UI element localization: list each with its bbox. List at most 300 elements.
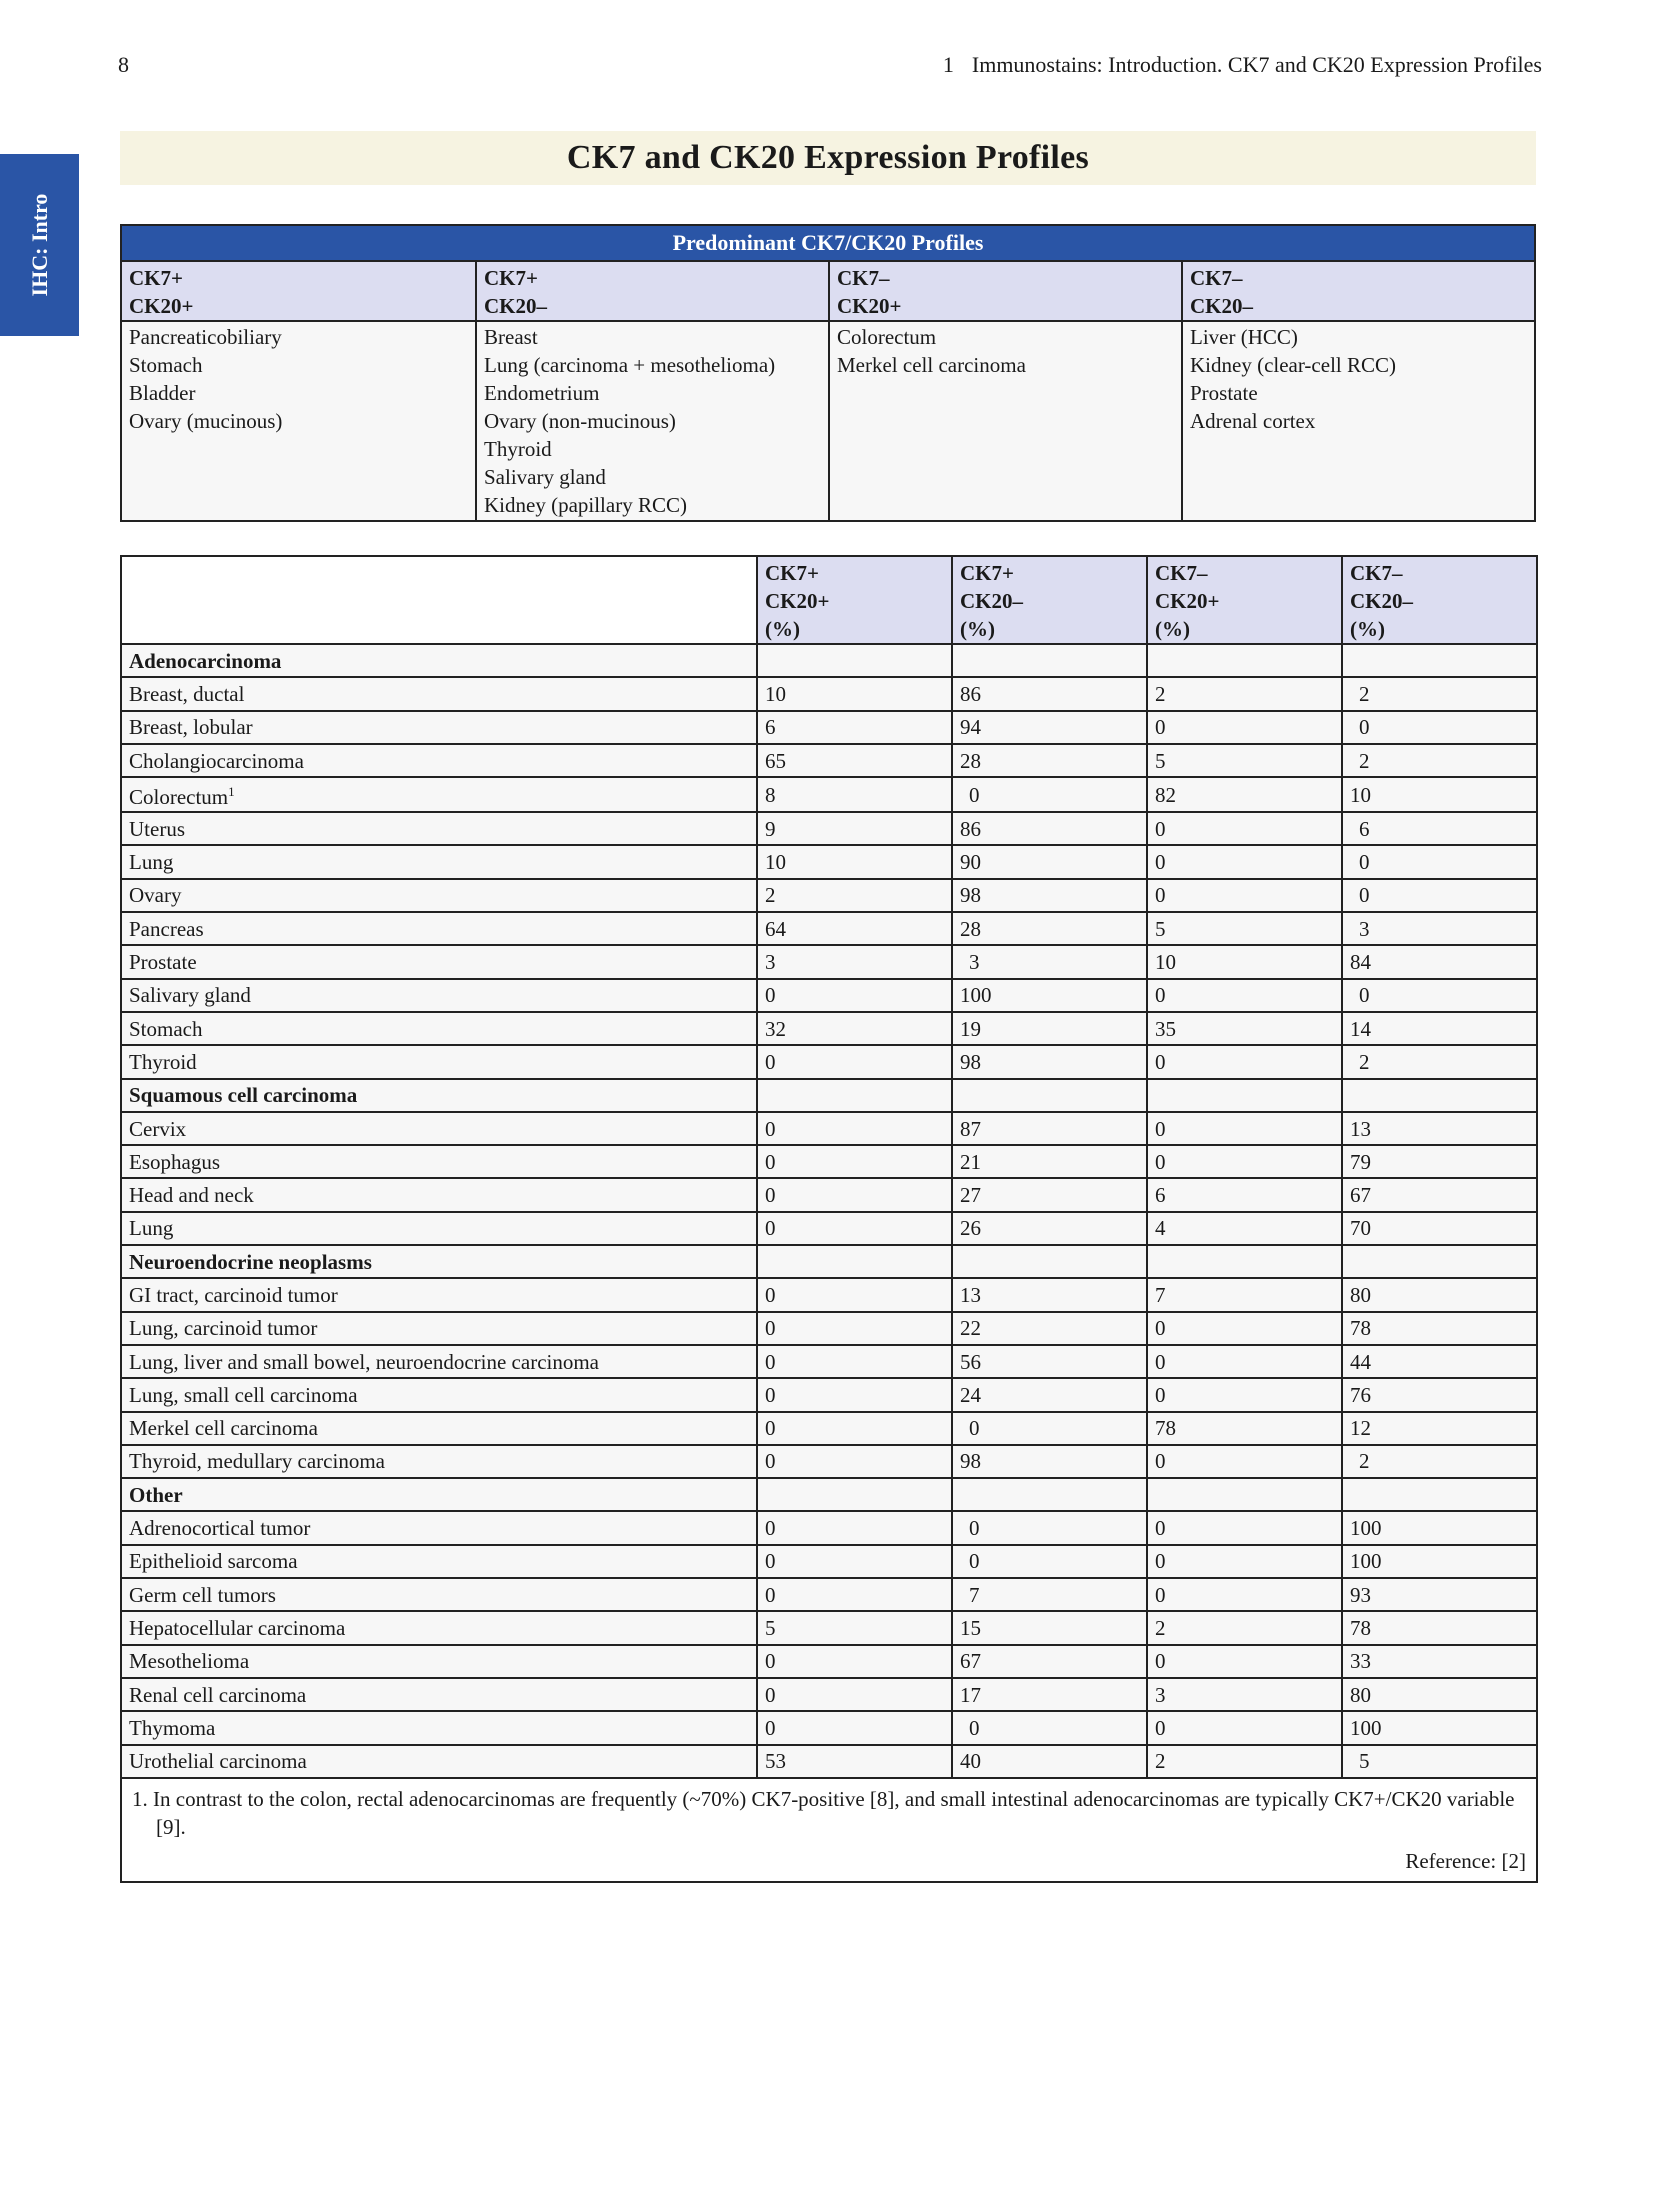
- running-head: [943, 52, 1542, 78]
- row-label-text: Salivary gland: [129, 983, 251, 1008]
- column-header: [952, 556, 1147, 644]
- row-label-text: Mesothelioma: [129, 1649, 250, 1674]
- row-label: [121, 1378, 757, 1411]
- value-cell: 26: [952, 1212, 1147, 1245]
- table-row: [121, 912, 1537, 945]
- value-cell: 90: [952, 845, 1147, 878]
- row-label: [121, 1711, 757, 1744]
- empty-cell: [1342, 1079, 1537, 1112]
- value-cell: 2: [1342, 744, 1537, 777]
- empty-cell: [757, 1478, 952, 1511]
- row-label-text: Thyroid, medullary carcinoma: [129, 1449, 385, 1474]
- value-cell: 84: [1342, 945, 1537, 978]
- value-cell: 0: [1147, 1378, 1342, 1411]
- row-label: [121, 1045, 757, 1078]
- value-cell: 78: [1147, 1412, 1342, 1445]
- table-row: [121, 1012, 1537, 1045]
- row-label-text: Uterus: [129, 816, 185, 841]
- profile-header-line: CK20–: [484, 294, 547, 318]
- table-row: [121, 1645, 1537, 1678]
- empty-cell: [952, 1478, 1147, 1511]
- profile-list-cell: [1181, 322, 1534, 520]
- profile-list-item: Ovary (non-mucinous): [484, 409, 676, 433]
- row-label: [121, 1345, 757, 1378]
- row-label: [121, 1412, 757, 1445]
- group-label: Squamous cell carcinoma: [121, 1079, 757, 1112]
- value-cell: 19: [952, 1012, 1147, 1045]
- value-cell: 0: [952, 1511, 1147, 1544]
- value-cell: 4: [1147, 1212, 1342, 1245]
- row-label-text: Hepatocellular carcinoma: [129, 1615, 346, 1640]
- value-cell: 80: [1342, 1278, 1537, 1311]
- value-cell: 2: [1342, 677, 1537, 710]
- profile-header-line: CK7+: [129, 266, 183, 290]
- value-cell: 0: [1147, 711, 1342, 744]
- empty-cell: [952, 1245, 1147, 1278]
- value-cell: 100: [1342, 1511, 1537, 1544]
- reference: Reference: [2]: [1405, 1848, 1526, 1873]
- group-row: [121, 1245, 1537, 1278]
- value-cell: 53: [757, 1745, 952, 1778]
- empty-cell: [1342, 644, 1537, 677]
- value-cell: 0: [757, 1412, 952, 1445]
- footnote: 1. In contrast to the colon, rectal adenocarcinomas are frequently (~70%) CK7-positive [8], and small intestinal adenocarcinomas are typically CK7+/CK20 variable [9].: [132, 1786, 1515, 1839]
- profile-list-item: Kidney (clear-cell RCC): [1190, 353, 1397, 377]
- row-label-text: Prostate: [129, 950, 197, 975]
- table-row: [121, 845, 1537, 878]
- row-label: [121, 1578, 757, 1611]
- value-cell: 2: [757, 879, 952, 912]
- profile-list-item: Ovary (mucinous): [129, 409, 283, 433]
- value-cell: 64: [757, 912, 952, 945]
- column-header: [1147, 556, 1342, 644]
- value-cell: 0: [1147, 1445, 1342, 1478]
- value-cell: 0: [1147, 1145, 1342, 1178]
- value-cell: 13: [952, 1278, 1147, 1311]
- value-cell: 0: [757, 1545, 952, 1578]
- row-label: [121, 1745, 757, 1778]
- group-label: Other: [121, 1478, 757, 1511]
- predominant-profiles-table: [120, 224, 1536, 522]
- table-row: [121, 677, 1537, 710]
- row-label: [121, 845, 757, 878]
- profile-list-item: Pancreaticobiliary: [129, 325, 282, 349]
- row-label-text: Pancreas: [129, 916, 204, 941]
- value-cell: 3: [757, 945, 952, 978]
- value-cell: 80: [1342, 1678, 1537, 1711]
- value-cell: 10: [757, 845, 952, 878]
- table-row: [121, 1511, 1537, 1544]
- table-row: [121, 1445, 1537, 1478]
- value-cell: 76: [1342, 1378, 1537, 1411]
- value-cell: 0: [757, 1278, 952, 1311]
- profile-list-item: Salivary gland: [484, 465, 606, 489]
- row-label-text: Breast, lobular: [129, 715, 253, 740]
- value-cell: 87: [952, 1112, 1147, 1145]
- chapter-number: 1: [942, 52, 954, 77]
- value-cell: 28: [952, 912, 1147, 945]
- column-header: [1342, 556, 1537, 644]
- value-cell: 86: [952, 677, 1147, 710]
- value-cell: 94: [952, 711, 1147, 744]
- value-cell: 6: [1147, 1178, 1342, 1211]
- value-cell: 0: [1147, 1578, 1342, 1611]
- table-row: [121, 1045, 1537, 1078]
- profile-list-item: Merkel cell carcinoma: [837, 353, 1026, 377]
- value-cell: 3: [1147, 1678, 1342, 1711]
- value-cell: 40: [952, 1745, 1147, 1778]
- row-label: [121, 1212, 757, 1245]
- row-label: [121, 744, 757, 777]
- value-cell: 0: [757, 1178, 952, 1211]
- value-cell: 2: [1147, 1611, 1342, 1644]
- empty-cell: [1147, 1079, 1342, 1112]
- value-cell: 0: [757, 1045, 952, 1078]
- row-label: [121, 1112, 757, 1145]
- column-header-line: (%): [765, 617, 800, 641]
- profile-header-line: CK7–: [837, 266, 890, 290]
- row-label-text: Thymoma: [129, 1715, 216, 1740]
- value-cell: 100: [952, 979, 1147, 1012]
- expression-percent-table: [120, 555, 1538, 1883]
- value-cell: 17: [952, 1678, 1147, 1711]
- profile-list-item: Adrenal cortex: [1190, 409, 1316, 433]
- table-row: [121, 1412, 1537, 1445]
- profile-list-item: Endometrium: [484, 381, 600, 405]
- value-cell: 78: [1342, 1312, 1537, 1345]
- value-cell: 15: [952, 1611, 1147, 1644]
- profiles-header-row: [122, 262, 1534, 322]
- profile-list-item: Thyroid: [484, 437, 552, 461]
- table-row: [121, 1545, 1537, 1578]
- value-cell: 5: [1147, 912, 1342, 945]
- value-cell: 3: [1342, 912, 1537, 945]
- group-row: [121, 644, 1537, 677]
- column-header-line: CK20–: [960, 589, 1023, 613]
- profile-list-item: Breast: [484, 325, 538, 349]
- value-cell: 0: [757, 1445, 952, 1478]
- table-row: [121, 777, 1537, 812]
- row-label-text: Lung, liver and small bowel, neuroendocrine carcinoma: [129, 1349, 599, 1374]
- group-row: [121, 1079, 1537, 1112]
- value-cell: 0: [1147, 879, 1342, 912]
- group-row: [121, 1478, 1537, 1511]
- row-label: [121, 1278, 757, 1311]
- row-label: [121, 711, 757, 744]
- value-cell: 0: [1147, 812, 1342, 845]
- value-cell: 5: [1147, 744, 1342, 777]
- value-cell: 7: [1147, 1278, 1342, 1311]
- value-cell: 0: [1147, 979, 1342, 1012]
- row-label: [121, 777, 757, 812]
- value-cell: 79: [1342, 1145, 1537, 1178]
- value-cell: 2: [1147, 677, 1342, 710]
- empty-cell: [952, 1079, 1147, 1112]
- row-label: [121, 1145, 757, 1178]
- row-label: [121, 1511, 757, 1544]
- value-cell: 0: [1147, 1511, 1342, 1544]
- row-label-text: Cholangiocarcinoma: [129, 748, 304, 773]
- value-cell: 10: [1147, 945, 1342, 978]
- table-header-row: [121, 556, 1537, 644]
- value-cell: 0: [757, 1678, 952, 1711]
- value-cell: 32: [757, 1012, 952, 1045]
- footnote-marker: 1: [228, 784, 235, 800]
- value-cell: 0: [757, 1645, 952, 1678]
- value-cell: 0: [952, 1412, 1147, 1445]
- profile-list-cell: [475, 322, 828, 520]
- value-cell: 14: [1342, 1012, 1537, 1045]
- table-row: [121, 1378, 1537, 1411]
- row-label-text: Adrenocortical tumor: [129, 1516, 311, 1541]
- table-row: [121, 945, 1537, 978]
- section-side-tab[interactable]: [0, 154, 79, 336]
- row-label-text: Thyroid: [129, 1049, 197, 1074]
- profile-list-cell: [122, 322, 475, 520]
- value-cell: 100: [1342, 1545, 1537, 1578]
- value-cell: 0: [757, 1312, 952, 1345]
- row-label: [121, 1545, 757, 1578]
- empty-cell: [1147, 644, 1342, 677]
- value-cell: 0: [1342, 979, 1537, 1012]
- value-cell: 0: [757, 979, 952, 1012]
- group-label: Adenocarcinoma: [121, 644, 757, 677]
- row-label-text: Lung, small cell carcinoma: [129, 1382, 358, 1407]
- value-cell: 0: [1147, 1711, 1342, 1744]
- value-cell: 0: [1147, 1312, 1342, 1345]
- value-cell: 100: [1342, 1711, 1537, 1744]
- value-cell: 44: [1342, 1345, 1537, 1378]
- value-cell: 0: [757, 1112, 952, 1145]
- profile-header-line: CK20–: [1190, 294, 1253, 318]
- value-cell: 8: [757, 777, 952, 812]
- value-cell: 56: [952, 1345, 1147, 1378]
- profile-header-line: CK7+: [484, 266, 538, 290]
- value-cell: 13: [1342, 1112, 1537, 1145]
- empty-cell: [1147, 1478, 1342, 1511]
- value-cell: 0: [1147, 845, 1342, 878]
- column-header-line: CK20–: [1350, 589, 1413, 613]
- profile-header-line: CK20+: [837, 294, 902, 318]
- row-label: [121, 912, 757, 945]
- row-label-text: Head and neck: [129, 1183, 254, 1208]
- column-header-line: CK7+: [960, 561, 1014, 585]
- value-cell: 0: [757, 1378, 952, 1411]
- row-label: [121, 945, 757, 978]
- table-row: [121, 1578, 1537, 1611]
- column-header-line: CK20+: [765, 589, 830, 613]
- row-label: [121, 1178, 757, 1211]
- row-label-text: Lung: [129, 1216, 174, 1241]
- empty-cell: [1147, 1245, 1342, 1278]
- column-header-line: CK7+: [765, 561, 819, 585]
- table-row: [121, 1711, 1537, 1744]
- row-label-text: Renal cell carcinoma: [129, 1682, 307, 1707]
- value-cell: 67: [952, 1645, 1147, 1678]
- value-cell: 28: [952, 744, 1147, 777]
- value-cell: 65: [757, 744, 952, 777]
- value-cell: 3: [952, 945, 1147, 978]
- table-row: [121, 1112, 1537, 1145]
- value-cell: 7: [952, 1578, 1147, 1611]
- value-cell: 10: [757, 677, 952, 710]
- column-header-line: CK20+: [1155, 589, 1220, 613]
- row-label-text: Ovary: [129, 883, 182, 908]
- column-header: [757, 556, 952, 644]
- footnote-row: [121, 1778, 1537, 1882]
- group-label: Neuroendocrine neoplasms: [121, 1245, 757, 1278]
- profile-header-line: CK7–: [1190, 266, 1243, 290]
- table-row: [121, 1212, 1537, 1245]
- running-title: Immunostains: Introduction. CK7 and CK20 Expression Profiles: [971, 52, 1542, 77]
- table-row: [121, 979, 1537, 1012]
- value-cell: 2: [1147, 1745, 1342, 1778]
- row-label: [121, 1645, 757, 1678]
- table-row: [121, 1278, 1537, 1311]
- row-label: [121, 979, 757, 1012]
- value-cell: 5: [757, 1611, 952, 1644]
- table-row: [121, 1178, 1537, 1211]
- profile-list-item: Colorectum: [837, 325, 937, 349]
- profile-header-cell: [122, 262, 475, 320]
- value-cell: 0: [1147, 1345, 1342, 1378]
- value-cell: 2: [1342, 1445, 1537, 1478]
- empty-cell: [952, 644, 1147, 677]
- value-cell: 0: [757, 1145, 952, 1178]
- profile-list-cell: [828, 322, 1181, 520]
- value-cell: 0: [1147, 1112, 1342, 1145]
- row-label-text: Germ cell tumors: [129, 1582, 276, 1607]
- value-cell: 0: [757, 1711, 952, 1744]
- row-label: [121, 1445, 757, 1478]
- profile-list-item: Stomach: [129, 353, 203, 377]
- column-header-line: (%): [960, 617, 995, 641]
- profile-list-item: Liver (HCC): [1190, 325, 1298, 349]
- value-cell: 0: [952, 1711, 1147, 1744]
- empty-cell: [757, 1079, 952, 1112]
- value-cell: 24: [952, 1378, 1147, 1411]
- page-title: CK7 and CK20 Expression Profiles: [120, 131, 1536, 185]
- row-label: [121, 1678, 757, 1711]
- value-cell: 86: [952, 812, 1147, 845]
- value-cell: 0: [1342, 711, 1537, 744]
- table-row: [121, 1345, 1537, 1378]
- value-cell: 67: [1342, 1178, 1537, 1211]
- column-header-line: (%): [1350, 617, 1385, 641]
- row-label-text: Cervix: [129, 1116, 187, 1141]
- value-cell: 0: [757, 1345, 952, 1378]
- value-cell: 21: [952, 1145, 1147, 1178]
- value-cell: 0: [1147, 1045, 1342, 1078]
- table-row: [121, 812, 1537, 845]
- value-cell: 5: [1342, 1745, 1537, 1778]
- value-cell: 98: [952, 1445, 1147, 1478]
- value-cell: 0: [952, 1545, 1147, 1578]
- value-cell: 12: [1342, 1412, 1537, 1445]
- profile-list-item: Kidney (papillary RCC): [484, 493, 687, 517]
- value-cell: 6: [1342, 812, 1537, 845]
- profile-header-line: CK20+: [129, 294, 194, 318]
- value-cell: 0: [757, 1212, 952, 1245]
- row-label-text: Stomach: [129, 1016, 203, 1041]
- value-cell: 10: [1342, 777, 1537, 812]
- empty-cell: [1342, 1245, 1537, 1278]
- table-row: [121, 1745, 1537, 1778]
- value-cell: 27: [952, 1178, 1147, 1211]
- value-cell: 33: [1342, 1645, 1537, 1678]
- value-cell: 0: [1342, 845, 1537, 878]
- value-cell: 0: [1342, 879, 1537, 912]
- value-cell: 0: [1147, 1645, 1342, 1678]
- row-label: [121, 812, 757, 845]
- table-row: [121, 1145, 1537, 1178]
- table-row: [121, 744, 1537, 777]
- table-row: [121, 879, 1537, 912]
- table-row: [121, 1611, 1537, 1644]
- footnote-cell: [121, 1778, 1537, 1882]
- row-label: [121, 1611, 757, 1644]
- empty-cell: [1342, 1478, 1537, 1511]
- table-row: [121, 711, 1537, 744]
- row-label: [121, 1012, 757, 1045]
- value-cell: 2: [1342, 1045, 1537, 1078]
- profile-list-item: Lung (carcinoma + mesothelioma): [484, 353, 776, 377]
- value-cell: 82: [1147, 777, 1342, 812]
- row-label-text: Epithelioid sarcoma: [129, 1549, 298, 1574]
- column-header-line: CK7–: [1350, 561, 1403, 585]
- profile-header-cell: [1181, 262, 1534, 320]
- table-row: [121, 1312, 1537, 1345]
- row-label-text: Merkel cell carcinoma: [129, 1416, 318, 1441]
- row-label-text: Colorectum: [129, 785, 229, 810]
- value-cell: 6: [757, 711, 952, 744]
- value-cell: 0: [1147, 1545, 1342, 1578]
- profile-header-cell: [828, 262, 1181, 320]
- value-cell: 35: [1147, 1012, 1342, 1045]
- row-label-text: Breast, ductal: [129, 681, 245, 706]
- row-label-text: GI tract, carcinoid tumor: [129, 1282, 338, 1307]
- value-cell: 98: [952, 1045, 1147, 1078]
- value-cell: 98: [952, 879, 1147, 912]
- column-header-line: (%): [1155, 617, 1190, 641]
- profiles-banner: Predominant CK7/CK20 Profiles: [122, 226, 1534, 262]
- empty-cell: [757, 644, 952, 677]
- profile-list-item: Bladder: [129, 381, 196, 405]
- profiles-body-row: [122, 322, 1534, 520]
- row-label-text: Lung: [129, 850, 174, 875]
- value-cell: 93: [1342, 1578, 1537, 1611]
- row-label: [121, 879, 757, 912]
- row-label-text: Esophagus: [129, 1149, 220, 1174]
- value-cell: 78: [1342, 1611, 1537, 1644]
- value-cell: 0: [757, 1578, 952, 1611]
- value-cell: 0: [757, 1511, 952, 1544]
- row-label-text: Lung, carcinoid tumor: [129, 1316, 318, 1341]
- profile-header-cell: [475, 262, 828, 320]
- page-number: 8: [118, 52, 129, 77]
- value-cell: 9: [757, 812, 952, 845]
- value-cell: 22: [952, 1312, 1147, 1345]
- empty-cell: [757, 1245, 952, 1278]
- row-label-text: Urothelial carcinoma: [129, 1749, 307, 1774]
- table-row: [121, 1678, 1537, 1711]
- header-blank-cell: [121, 556, 757, 644]
- row-label: [121, 1312, 757, 1345]
- row-label: [121, 677, 757, 710]
- profile-list-item: Prostate: [1190, 381, 1258, 405]
- side-tab-label: IHC: Intro: [26, 193, 52, 297]
- value-cell: 70: [1342, 1212, 1537, 1245]
